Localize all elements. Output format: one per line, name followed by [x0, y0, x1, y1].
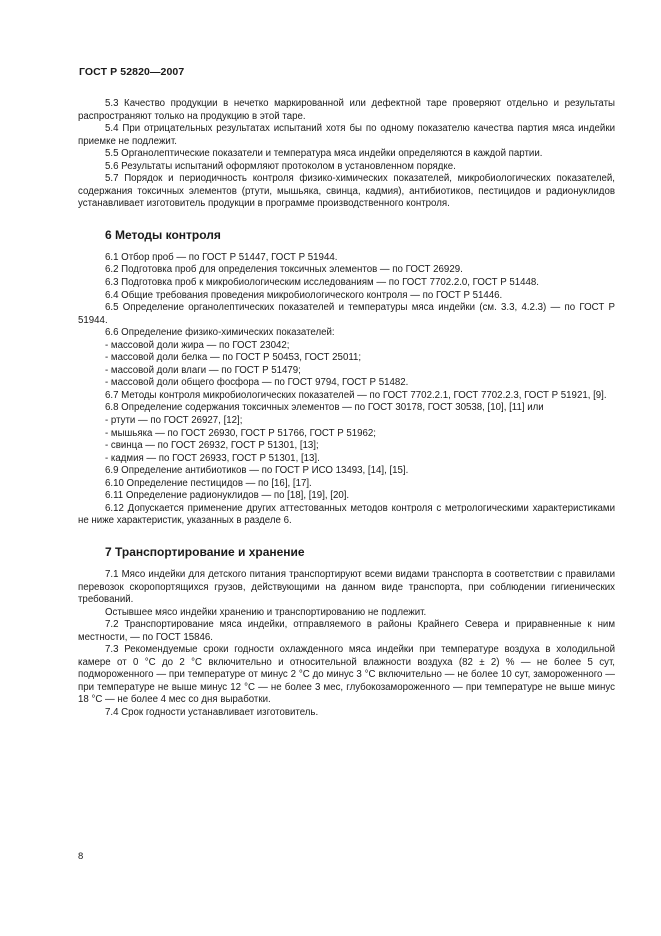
clause-7-1: 7.1 Мясо индейки для детского питания транспортируют всеми видами транспорта в соответствии с правилами перевозок скоропортящихся грузов, действующими на данном виде транспорта, при соблюдении гигиенических требований. [78, 568, 615, 606]
clause-7-4: 7.4 Срок годности устанавливает изготовитель. [105, 706, 319, 718]
clause-6-8: 6.8 Определение содержания токсичных элементов — по ГОСТ 30178, ГОСТ 30538, [10], [11] или [105, 402, 544, 414]
list-item-fat: - массовой доли жира — по ГОСТ 23042; [105, 339, 290, 351]
clause-6-10: 6.10 Определение пестицидов — по [16], [17]. [105, 477, 312, 489]
clause-6-9: 6.9 Определение антибиотиков — по ГОСТ Р ИСО 13493, [14], [15]. [105, 465, 409, 477]
list-item-protein: - массовой доли белка — по ГОСТ Р 50453, ГОСТ 25011; [105, 352, 362, 364]
clause-6-12: 6.12 Допускается применение других аттестованных методов контроля с метрологическими характеристиками не ниже характеристик, указанных в разделе 6. [78, 502, 615, 527]
page-number: 8 [78, 851, 84, 862]
list-item-cadmium: - кадмия — по ГОСТ 26933, ГОСТ Р 51301, [13]. [105, 452, 320, 464]
clause-5-3: 5.3 Качество продукции в нечетко маркированной или дефектной таре проверяют отдельно и результаты распространяют только на продукцию в этой таре. [78, 98, 615, 122]
list-item-phosphorus: - массовой доли общего фосфора — по ГОСТ 9794, ГОСТ Р 51482. [105, 377, 409, 389]
list-item-moisture: - массовой доли влаги — по ГОСТ Р 51479; [105, 364, 301, 376]
clause-6-5: 6.5 Определение органолептических показателей и температуры мяса индейки (см. 3.3, 4.2.3) — по ГОСТ Р 51944. [78, 302, 615, 326]
clause-5-4: 5.4 При отрицательных результатах испытаний хотя бы по одному показателю качества партия мяса индейки приемке не подлежит. [78, 123, 615, 147]
clause-7-3: 7.3 Рекомендуемые сроки годности охлажденного мяса индейки при температуре воздуха в холодильной камере от 0 °С до 2 °С включительно и относительной влажности воздуха (82 ± 2) % — не более 5 сут, подмороженного — при температуре от минус 2 °С до минус 3 °С включительно — не более 10 сут, замороженного — при температуре не выше минус 12 °С — не более 3 мес, глубокозамороженного — при температуре не выше минус 18 °С — не более 4 мес со дня выработки. [78, 644, 615, 706]
clause-7-2: 7.2 Транспортирование мяса индейки, отправляемого в районы Крайнего Севера и приравненные к ним местности, — по ГОСТ 15846. [78, 619, 615, 643]
clause-6-4: 6.4 Общие требования проведения микробиологического контроля — по ГОСТ Р 51446. [105, 289, 503, 301]
list-item-lead: - свинца — по ГОСТ 26932, ГОСТ Р 51301, [13]; [105, 440, 319, 452]
clause-6-11: 6.11 Определение радионуклидов — по [18], [19], [20]. [105, 490, 350, 502]
clause-6-6: 6.6 Определение физико-химических показателей: [105, 327, 335, 339]
document-body [78, 98, 615, 720]
section-7-heading: 7 Транспортирование и хранение [105, 544, 305, 559]
clause-5-6: 5.6 Результаты испытаний оформляют протоколом в установленном порядке. [105, 160, 456, 172]
section-6-heading: 6 Методы контроля [105, 227, 221, 242]
list-item-mercury: - ртути — по ГОСТ 26927, [12]; [105, 415, 243, 427]
clause-5-7: 5.7 Порядок и периодичность контроля физико-химических показателей, микробиологических показателей, содержания токсичных элементов (ртути, мышьяка, свинца, кадмия), антибиотиков, пестицидов и радионуклидов устанавливает изготовитель продукции в программе производственного контроля. [78, 173, 615, 210]
clause-6-3: 6.3 Подготовка проб к микробиологическим исследованиям — по ГОСТ 7702.2.0, ГОСТ Р 51448. [105, 277, 539, 289]
clause-7-1-note: Остывшее мясо индейки хранению и транспортированию не подлежит. [105, 606, 427, 618]
clause-6-2: 6.2 Подготовка проб для определения токсичных элементов — по ГОСТ 26929. [105, 264, 463, 276]
clause-5-5: 5.5 Органолептические показатели и температура мяса индейки определяются в каждой партии. [105, 148, 543, 160]
document-header: ГОСТ Р 52820—2007 [79, 66, 185, 78]
clause-6-7: 6.7 Методы контроля микробиологических показателей — по ГОСТ 7702.2.1, ГОСТ 7702.2.3, ГОСТ Р 51921, [9]. [105, 389, 607, 401]
clause-6-1: 6.1 Отбор проб — по ГОСТ Р 51447, ГОСТ Р 51944. [105, 251, 338, 263]
list-item-arsenic: - мышьяка — по ГОСТ 26930, ГОСТ Р 51766, ГОСТ Р 51962; [105, 427, 376, 439]
